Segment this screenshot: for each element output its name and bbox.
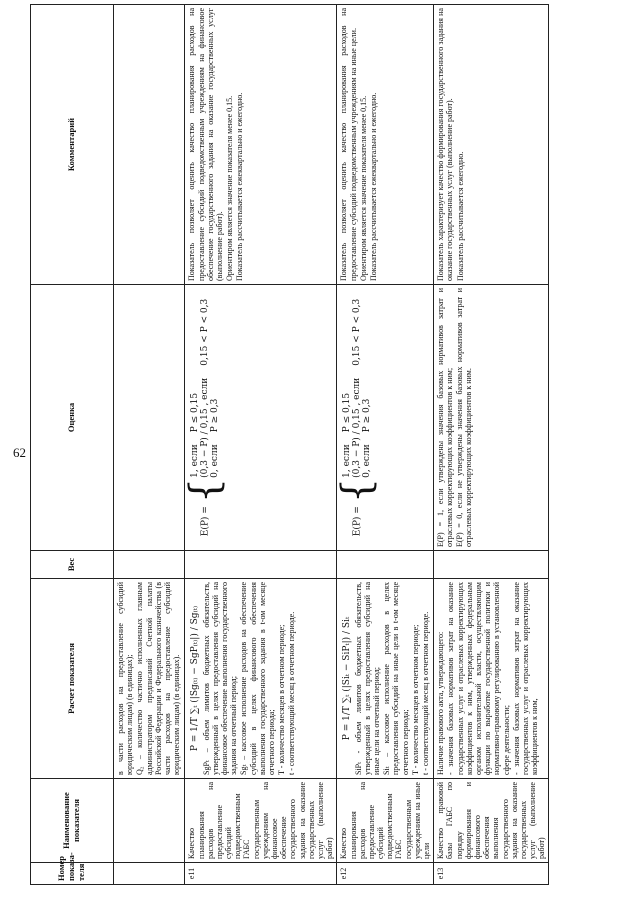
cell-name: Качество планирования расходов на предоставление субсидий подведомственным ГАБС государственным учреждениям на иные цели: [337, 779, 434, 863]
estimate-case-condition: P ≥ 0,3: [210, 398, 221, 433]
cell-num: [114, 863, 185, 885]
cell-name: Качество правовой базы ГАБС по порядку формирования и финансового обеспечения выполнения государственного задания на оказание государственных услуг (выполнение работ): [434, 779, 549, 863]
comment-line: Показатель позволяет оценить качество планирования расходов на предоставление субсидий подведомственным учреждениям на финансовое обеспечение государственного задания на оказание государственных услуг (выполнение работ).: [187, 8, 224, 281]
estimate-case-value: 0, если: [210, 444, 221, 478]
page-number: 62: [13, 445, 26, 460]
cell-estimate: [182, 285, 337, 551]
estimate-piecewise: [334, 288, 381, 547]
calc-line: Наличие правового акта, утверждающего:: [436, 631, 446, 775]
estimate-case: [190, 299, 200, 478]
cell-estimate: [334, 285, 434, 551]
estimate-case: [352, 299, 362, 478]
estimate-text: [436, 288, 473, 547]
cell-comment: [114, 5, 185, 285]
estimate-cases: [342, 299, 373, 478]
estimate-case-condition: 0,15 < P < 0,3: [200, 298, 211, 366]
calc-line: - значения базовых нормативов затрат на оказание государственных услуг и отраслевых корректирующих коэффициентов к ним, утвержденных федеральным органом исполнительной власти, осуществляющим функции по выработке государственной политики и нормативно-правовому регулированию в установленной сфере деятельности;: [446, 582, 511, 775]
estimate-case-condition: P ≥ 0,3: [362, 398, 373, 433]
cell-num: e11: [185, 863, 337, 885]
estimate-case-condition: P ≤ 0,15: [341, 392, 352, 433]
cell-estimate: [114, 285, 185, 551]
estimate-line: E(P) = 0, если не утверждены значения базовых нормативов затрат и отраслевых корректирующих коэффициентов к ним.: [454, 288, 473, 547]
estimate-case: [200, 299, 210, 478]
cell-weight: [434, 551, 549, 579]
calc-line: SiPₜ - объем лимитов бюджетных обязательств, утвержденный в целях предоставления субсидий на иные цели на отчетный период;: [353, 582, 382, 775]
calc-line: - значения базовых нормативов затрат на оказание государственных услуг и отраслевых корректирующих коэффициентов к ним,: [511, 582, 540, 775]
estimate-brace: {: [182, 477, 229, 504]
comment-line: Показатель рассчитывается ежегодно.: [455, 151, 465, 281]
estimate-brace: {: [334, 477, 381, 504]
comment-line: Показатель рассчитывается ежеквартально и ежегодно.: [368, 92, 378, 281]
header-num: Номер показа-теля: [31, 863, 114, 885]
comment-line: Ориентиром является значение показателя менее 0,15.: [225, 95, 235, 281]
estimate-case: [362, 299, 372, 478]
estimate-case-value: 0, если: [362, 444, 373, 478]
cell-comment: [434, 5, 549, 285]
document-page: [20, 0, 620, 905]
calc-line: в части расходов на предоставление субсидий юридическим лицам) (в единицах);: [116, 582, 135, 775]
estimate-lhs: E(P) =: [200, 503, 211, 537]
estimate-case-value: 1, если: [189, 444, 200, 478]
cell-name: Качество планирования расходов на предоставление субсидий подведомственным ГАБС государственным учреждениям на финансовое обеспечение государственного задания на оказание государственных услуг (выполнение работ): [185, 779, 337, 863]
header-weight: Вес: [31, 551, 114, 579]
calc-line: Q₂ – количество частично исполненных главным администратором предписаний Счетной палаты Российской Федерации и Федерального казначейства (в части расходов на предоставление субсидий юридическим лицам) (в единицах).: [135, 582, 182, 775]
comment-line: Показатель характеризует качество формирования государственного задания на оказание государственных услуг (выполнение работ).: [436, 8, 455, 281]
indicators-table: [30, 4, 549, 885]
cell-calc: [337, 579, 434, 779]
estimate-line: E(P) = 1, если утверждены значения базовых нормативов затрат и отраслевых корректирующих коэффициентов к ним;: [436, 288, 455, 547]
comment-line: Показатель позволяет оценить качество планирования расходов на предоставление субсидий подведомственным учреждениям на иные цели.: [339, 8, 358, 281]
estimate-piecewise: [182, 288, 229, 547]
estimate-case: [210, 299, 220, 478]
comment-line: Показатель рассчитывается ежеквартально и ежегодно.: [235, 92, 245, 281]
table-header-row: [31, 5, 114, 885]
header-calc: Расчет показателя: [31, 579, 114, 779]
comment-line: Ориентиром является значение показателя менее 0,15.: [358, 95, 368, 281]
cell-calc: [114, 579, 185, 779]
cell-num: e12: [337, 863, 434, 885]
cell-name: [114, 779, 185, 863]
header-name: Наименование показателя: [31, 779, 114, 863]
calc-formula: P = 1/T ∑ₜ (|Sg₍ₜ₎ − SgP₍ₜ₎|) / Sg₍ₜ₎: [190, 605, 201, 752]
estimate-cases: [190, 299, 221, 478]
cell-num: e13: [434, 863, 549, 885]
estimate-case: [342, 299, 352, 478]
estimate-case-value: (0,3 − P) / 0,15 , если: [352, 377, 363, 478]
table-row: [114, 5, 185, 885]
estimate-case-value: 1, если: [341, 444, 352, 478]
header-estimate: Оценка: [31, 285, 114, 551]
table-row: [185, 5, 337, 885]
calc-formula: P = 1/T ∑ₜ (|Siₜ − SiPₜ|) / Siₜ: [342, 616, 353, 741]
calc-line: t - соответствующий месяц в отчетном периоде.: [287, 611, 297, 775]
cell-comment: [337, 5, 434, 285]
estimate-case-condition: 0,15 < P < 0,3: [352, 298, 363, 366]
cell-calc: [185, 579, 337, 779]
table-row: [337, 5, 434, 885]
calc-line: Sgₜ – кассовое исполнение расходов на обеспечение субсидий в целях финансового обеспечения выполнения государственного задания в t-ом месяце отчетного периода;: [239, 582, 276, 775]
calc-line: Siₜ – кассовое исполнение расходов в целях предоставления субсидий на иные цели в t-ом месяце отчетного периода;: [382, 582, 410, 775]
calc-line: T - количество месяцев в отчетном периоде;: [410, 624, 420, 775]
cell-comment: [185, 5, 337, 285]
cell-weight: [114, 551, 185, 579]
cell-calc: [434, 579, 549, 779]
header-comment: Комментарий: [31, 5, 114, 285]
calc-line: SgPₜ – объем лимитов бюджетных обязательств, утвержденный в целях предоставления субсидий на финансовое обеспечение выполнения государственного задания на отчетный период;: [201, 582, 239, 775]
estimate-case-condition: P ≤ 0,15: [189, 392, 200, 433]
cell-weight: [337, 551, 434, 579]
cell-weight: [185, 551, 337, 579]
calc-line: T - количество месяцев в отчетном периоде;: [277, 624, 287, 775]
rotated-table-wrapper: [20, 0, 620, 905]
estimate-case-value: (0,3 − P) / 0,15 , если: [200, 377, 211, 478]
estimate-lhs: E(P) =: [352, 503, 363, 537]
calc-line: t - соответствующий месяц в отчетном периоде.: [420, 611, 430, 775]
table-row: [434, 5, 549, 885]
cell-estimate: [434, 285, 549, 551]
